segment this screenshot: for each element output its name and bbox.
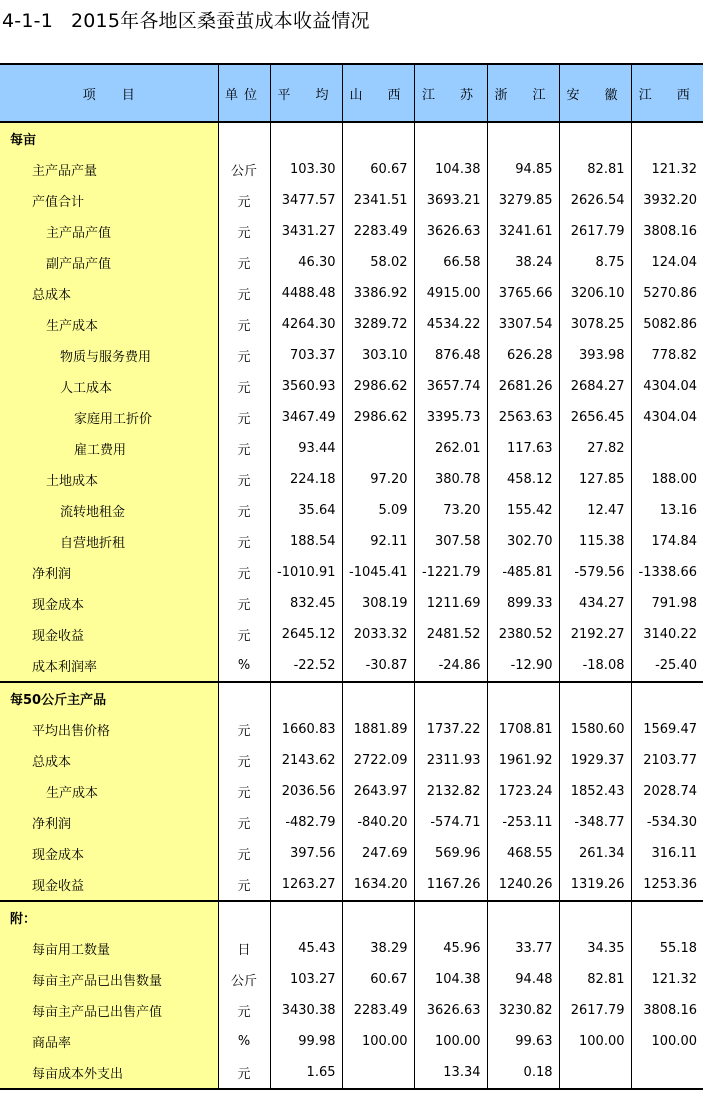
header-anhui: 安 徽: [559, 64, 631, 122]
value-cell: 3395.73: [414, 402, 487, 433]
value-cell: 155.42: [487, 495, 559, 526]
value-cell: 1634.20: [342, 869, 414, 901]
value-cell: 5.09: [342, 495, 414, 526]
row-label: 成本利润率: [0, 650, 218, 682]
value-cell: 0.18: [487, 1057, 559, 1089]
row-label: 现金收益: [0, 619, 218, 650]
value-cell: 8.75: [559, 247, 631, 278]
value-cell: -534.30: [631, 807, 703, 838]
value-cell: 121.32: [631, 964, 703, 995]
value-cell: 2033.32: [342, 619, 414, 650]
row-unit: 元: [218, 278, 270, 309]
table-row: [0, 526, 703, 557]
table-row: [0, 247, 703, 278]
value-cell: 2986.62: [342, 371, 414, 402]
value-cell: -482.79: [270, 807, 342, 838]
row-label: 净利润: [0, 557, 218, 588]
value-cell: 4264.30: [270, 309, 342, 340]
row-unit: 元: [218, 588, 270, 619]
empty-cell: [559, 682, 631, 714]
value-cell: 380.78: [414, 464, 487, 495]
row-label: 人工成本: [0, 371, 218, 402]
value-cell: 1263.27: [270, 869, 342, 901]
value-cell: [631, 1057, 703, 1089]
value-cell: 1.65: [270, 1057, 342, 1089]
row-unit: %: [218, 650, 270, 682]
value-cell: 174.84: [631, 526, 703, 557]
empty-cell: [559, 901, 631, 933]
value-cell: [559, 1057, 631, 1089]
value-cell: 3467.49: [270, 402, 342, 433]
value-cell: 2283.49: [342, 216, 414, 247]
value-cell: 2143.62: [270, 745, 342, 776]
value-cell: 82.81: [559, 154, 631, 185]
table-number: 4-1-1: [2, 10, 53, 32]
value-cell: 468.55: [487, 838, 559, 869]
value-cell: 1737.22: [414, 714, 487, 745]
value-cell: 247.69: [342, 838, 414, 869]
value-cell: 3307.54: [487, 309, 559, 340]
value-cell: 1929.37: [559, 745, 631, 776]
value-cell: 4915.00: [414, 278, 487, 309]
value-cell: 3140.22: [631, 619, 703, 650]
value-cell: 3560.93: [270, 371, 342, 402]
table-row: [0, 933, 703, 964]
value-cell: 393.98: [559, 340, 631, 371]
value-cell: 4488.48: [270, 278, 342, 309]
table-row: [0, 776, 703, 807]
value-cell: 1253.36: [631, 869, 703, 901]
value-cell: 434.27: [559, 588, 631, 619]
row-unit: 元: [218, 309, 270, 340]
table-row: [0, 995, 703, 1026]
value-cell: 104.38: [414, 154, 487, 185]
table-row: [0, 309, 703, 340]
empty-cell: [270, 682, 342, 714]
table-title: 2015年各地区桑蚕茧成本收益情况: [70, 10, 370, 32]
value-cell: [631, 433, 703, 464]
value-cell: 262.01: [414, 433, 487, 464]
empty-cell: [487, 682, 559, 714]
value-cell: 38.24: [487, 247, 559, 278]
value-cell: 93.44: [270, 433, 342, 464]
value-cell: -22.52: [270, 650, 342, 682]
value-cell: 2626.54: [559, 185, 631, 216]
row-unit: 公斤: [218, 154, 270, 185]
row-label: 自营地折租: [0, 526, 218, 557]
value-cell: 2684.27: [559, 371, 631, 402]
value-cell: 103.27: [270, 964, 342, 995]
row-label: 现金收益: [0, 869, 218, 901]
value-cell: 2192.27: [559, 619, 631, 650]
table-row: [0, 216, 703, 247]
value-cell: -840.20: [342, 807, 414, 838]
row-unit: 元: [218, 247, 270, 278]
table-body: [0, 122, 703, 1089]
value-cell: 13.16: [631, 495, 703, 526]
empty-cell: [414, 682, 487, 714]
value-cell: 99.98: [270, 1026, 342, 1057]
table-row: [0, 869, 703, 901]
value-cell: 1580.60: [559, 714, 631, 745]
empty-cell: [631, 122, 703, 154]
value-cell: 99.63: [487, 1026, 559, 1057]
value-cell: 3808.16: [631, 995, 703, 1026]
value-cell: 97.20: [342, 464, 414, 495]
header-zhejiang: 浙 江: [487, 64, 559, 122]
value-cell: 1319.26: [559, 869, 631, 901]
row-label: 主产品产量: [0, 154, 218, 185]
value-cell: 124.04: [631, 247, 703, 278]
value-cell: 1660.83: [270, 714, 342, 745]
value-cell: -18.08: [559, 650, 631, 682]
value-cell: 3289.72: [342, 309, 414, 340]
empty-cell: [487, 901, 559, 933]
value-cell: 2132.82: [414, 776, 487, 807]
empty-cell: [218, 901, 270, 933]
value-cell: 103.30: [270, 154, 342, 185]
table-row: [0, 838, 703, 869]
value-cell: 82.81: [559, 964, 631, 995]
empty-cell: [631, 682, 703, 714]
row-label: 每亩用工数量: [0, 933, 218, 964]
value-cell: 45.43: [270, 933, 342, 964]
row-label: 雇工费用: [0, 433, 218, 464]
value-cell: 3078.25: [559, 309, 631, 340]
value-cell: -253.11: [487, 807, 559, 838]
row-unit: 元: [218, 619, 270, 650]
header-unit: 单位: [218, 64, 270, 122]
cost-income-table: [0, 63, 703, 1090]
value-cell: 115.38: [559, 526, 631, 557]
value-cell: 34.35: [559, 933, 631, 964]
value-cell: 2036.56: [270, 776, 342, 807]
value-cell: 1881.89: [342, 714, 414, 745]
header-row: [0, 64, 703, 122]
value-cell: 458.12: [487, 464, 559, 495]
value-cell: 13.34: [414, 1057, 487, 1089]
section-label: 每50公斤主产品: [0, 682, 218, 714]
row-unit: 元: [218, 340, 270, 371]
value-cell: 2681.26: [487, 371, 559, 402]
value-cell: 3657.74: [414, 371, 487, 402]
value-cell: 121.32: [631, 154, 703, 185]
table-row: [0, 650, 703, 682]
section-label: 附：: [0, 901, 218, 933]
value-cell: -1045.41: [342, 557, 414, 588]
value-cell: 3431.27: [270, 216, 342, 247]
row-unit: 元: [218, 869, 270, 901]
value-cell: 94.48: [487, 964, 559, 995]
value-cell: 2617.79: [559, 995, 631, 1026]
page-title: [2, 6, 370, 33]
value-cell: 2103.77: [631, 745, 703, 776]
value-cell: 94.85: [487, 154, 559, 185]
row-unit: 日: [218, 933, 270, 964]
value-cell: 5082.86: [631, 309, 703, 340]
value-cell: 397.56: [270, 838, 342, 869]
value-cell: 1211.69: [414, 588, 487, 619]
value-cell: 58.02: [342, 247, 414, 278]
value-cell: 3626.63: [414, 995, 487, 1026]
value-cell: 832.45: [270, 588, 342, 619]
value-cell: 2563.63: [487, 402, 559, 433]
value-cell: 224.18: [270, 464, 342, 495]
value-cell: 2481.52: [414, 619, 487, 650]
value-cell: 33.77: [487, 933, 559, 964]
empty-cell: [270, 901, 342, 933]
value-cell: 3430.38: [270, 995, 342, 1026]
value-cell: -25.40: [631, 650, 703, 682]
row-label: 物质与服务费用: [0, 340, 218, 371]
value-cell: 73.20: [414, 495, 487, 526]
row-label: 每亩主产品已出售产值: [0, 995, 218, 1026]
empty-cell: [342, 901, 414, 933]
value-cell: 2722.09: [342, 745, 414, 776]
value-cell: 100.00: [342, 1026, 414, 1057]
value-cell: 35.64: [270, 495, 342, 526]
value-cell: 92.11: [342, 526, 414, 557]
value-cell: -1221.79: [414, 557, 487, 588]
value-cell: 1240.26: [487, 869, 559, 901]
value-cell: 2380.52: [487, 619, 559, 650]
value-cell: 60.67: [342, 964, 414, 995]
row-label: 土地成本: [0, 464, 218, 495]
empty-cell: [487, 122, 559, 154]
row-label: 生产成本: [0, 776, 218, 807]
value-cell: 45.96: [414, 933, 487, 964]
empty-cell: [414, 901, 487, 933]
value-cell: -24.86: [414, 650, 487, 682]
value-cell: [342, 433, 414, 464]
table-row: [0, 745, 703, 776]
value-cell: 3765.66: [487, 278, 559, 309]
row-label: 商品率: [0, 1026, 218, 1057]
value-cell: 307.58: [414, 526, 487, 557]
row-label: 平均出售价格: [0, 714, 218, 745]
header-average: 平 均: [270, 64, 342, 122]
value-cell: 302.70: [487, 526, 559, 557]
table-row: [0, 557, 703, 588]
row-unit: 元: [218, 745, 270, 776]
value-cell: 703.37: [270, 340, 342, 371]
table-row: [0, 1057, 703, 1089]
row-unit: 元: [218, 807, 270, 838]
section-row: [0, 122, 703, 154]
section-row: [0, 901, 703, 933]
row-label: 生产成本: [0, 309, 218, 340]
value-cell: -579.56: [559, 557, 631, 588]
empty-cell: [631, 901, 703, 933]
table-row: [0, 464, 703, 495]
value-cell: 117.63: [487, 433, 559, 464]
row-unit: 元: [218, 495, 270, 526]
value-cell: 100.00: [559, 1026, 631, 1057]
value-cell: 3241.61: [487, 216, 559, 247]
row-unit: 元: [218, 838, 270, 869]
header-item: 项 目: [0, 64, 218, 122]
value-cell: 303.10: [342, 340, 414, 371]
empty-cell: [414, 122, 487, 154]
value-cell: -1338.66: [631, 557, 703, 588]
value-cell: -485.81: [487, 557, 559, 588]
value-cell: 791.98: [631, 588, 703, 619]
row-unit: 元: [218, 995, 270, 1026]
value-cell: 4304.04: [631, 402, 703, 433]
empty-cell: [342, 122, 414, 154]
value-cell: 38.29: [342, 933, 414, 964]
value-cell: 100.00: [631, 1026, 703, 1057]
empty-cell: [218, 682, 270, 714]
value-cell: 2986.62: [342, 402, 414, 433]
value-cell: 3477.57: [270, 185, 342, 216]
table-row: [0, 807, 703, 838]
value-cell: -30.87: [342, 650, 414, 682]
value-cell: 1852.43: [559, 776, 631, 807]
value-cell: 1961.92: [487, 745, 559, 776]
value-cell: 3693.21: [414, 185, 487, 216]
value-cell: 4534.22: [414, 309, 487, 340]
row-label: 流转地租金: [0, 495, 218, 526]
value-cell: 3230.82: [487, 995, 559, 1026]
value-cell: 1723.24: [487, 776, 559, 807]
value-cell: 626.28: [487, 340, 559, 371]
value-cell: 1569.47: [631, 714, 703, 745]
value-cell: 127.85: [559, 464, 631, 495]
table-row: [0, 588, 703, 619]
value-cell: -348.77: [559, 807, 631, 838]
value-cell: -1010.91: [270, 557, 342, 588]
value-cell: 188.54: [270, 526, 342, 557]
section-label: 每亩: [0, 122, 218, 154]
row-label: 产值合计: [0, 185, 218, 216]
row-label: 总成本: [0, 745, 218, 776]
row-label: 净利润: [0, 807, 218, 838]
value-cell: 3626.63: [414, 216, 487, 247]
value-cell: 66.58: [414, 247, 487, 278]
value-cell: 55.18: [631, 933, 703, 964]
value-cell: 46.30: [270, 247, 342, 278]
row-unit: 元: [218, 433, 270, 464]
value-cell: 2283.49: [342, 995, 414, 1026]
value-cell: -574.71: [414, 807, 487, 838]
row-label: 总成本: [0, 278, 218, 309]
value-cell: 3279.85: [487, 185, 559, 216]
value-cell: -12.90: [487, 650, 559, 682]
value-cell: 261.34: [559, 838, 631, 869]
table-row: [0, 185, 703, 216]
table-row: [0, 154, 703, 185]
table-row: [0, 433, 703, 464]
value-cell: 3808.16: [631, 216, 703, 247]
value-cell: 569.96: [414, 838, 487, 869]
value-cell: 778.82: [631, 340, 703, 371]
value-cell: 60.67: [342, 154, 414, 185]
row-unit: 元: [218, 714, 270, 745]
row-unit: 公斤: [218, 964, 270, 995]
row-label: 家庭用工折价: [0, 402, 218, 433]
table-row: [0, 340, 703, 371]
value-cell: 27.82: [559, 433, 631, 464]
header-jiangsu: 江 苏: [414, 64, 487, 122]
value-cell: 876.48: [414, 340, 487, 371]
value-cell: 5270.86: [631, 278, 703, 309]
row-unit: 元: [218, 371, 270, 402]
value-cell: 316.11: [631, 838, 703, 869]
table-row: [0, 619, 703, 650]
value-cell: 100.00: [414, 1026, 487, 1057]
row-label: 主产品产值: [0, 216, 218, 247]
row-unit: 元: [218, 776, 270, 807]
empty-cell: [559, 122, 631, 154]
row-unit: 元: [218, 185, 270, 216]
value-cell: 1708.81: [487, 714, 559, 745]
value-cell: 3206.10: [559, 278, 631, 309]
value-cell: 2643.97: [342, 776, 414, 807]
value-cell: 104.38: [414, 964, 487, 995]
empty-cell: [342, 682, 414, 714]
row-unit: %: [218, 1026, 270, 1057]
value-cell: 3932.20: [631, 185, 703, 216]
value-cell: 2656.45: [559, 402, 631, 433]
row-unit: 元: [218, 1057, 270, 1089]
table-row: [0, 402, 703, 433]
value-cell: 2311.93: [414, 745, 487, 776]
value-cell: 2617.79: [559, 216, 631, 247]
table-row: [0, 278, 703, 309]
table-row: [0, 964, 703, 995]
row-unit: 元: [218, 216, 270, 247]
row-label: 现金成本: [0, 588, 218, 619]
value-cell: 308.19: [342, 588, 414, 619]
header-jiangxi: 江 西: [631, 64, 703, 122]
table-row: [0, 495, 703, 526]
value-cell: 1167.26: [414, 869, 487, 901]
value-cell: 899.33: [487, 588, 559, 619]
header-shanxi: 山 西: [342, 64, 414, 122]
row-label: 现金成本: [0, 838, 218, 869]
section-row: [0, 682, 703, 714]
row-label: 每亩成本外支出: [0, 1057, 218, 1089]
row-unit: 元: [218, 526, 270, 557]
value-cell: 2645.12: [270, 619, 342, 650]
value-cell: [342, 1057, 414, 1089]
value-cell: 12.47: [559, 495, 631, 526]
value-cell: 188.00: [631, 464, 703, 495]
row-unit: 元: [218, 464, 270, 495]
value-cell: 2028.74: [631, 776, 703, 807]
table-row: [0, 371, 703, 402]
empty-cell: [270, 122, 342, 154]
row-unit: 元: [218, 402, 270, 433]
value-cell: 3386.92: [342, 278, 414, 309]
row-label: 副产品产值: [0, 247, 218, 278]
row-unit: 元: [218, 557, 270, 588]
empty-cell: [218, 122, 270, 154]
value-cell: 4304.04: [631, 371, 703, 402]
row-label: 每亩主产品已出售数量: [0, 964, 218, 995]
table-row: [0, 1026, 703, 1057]
table-row: [0, 714, 703, 745]
value-cell: 2341.51: [342, 185, 414, 216]
